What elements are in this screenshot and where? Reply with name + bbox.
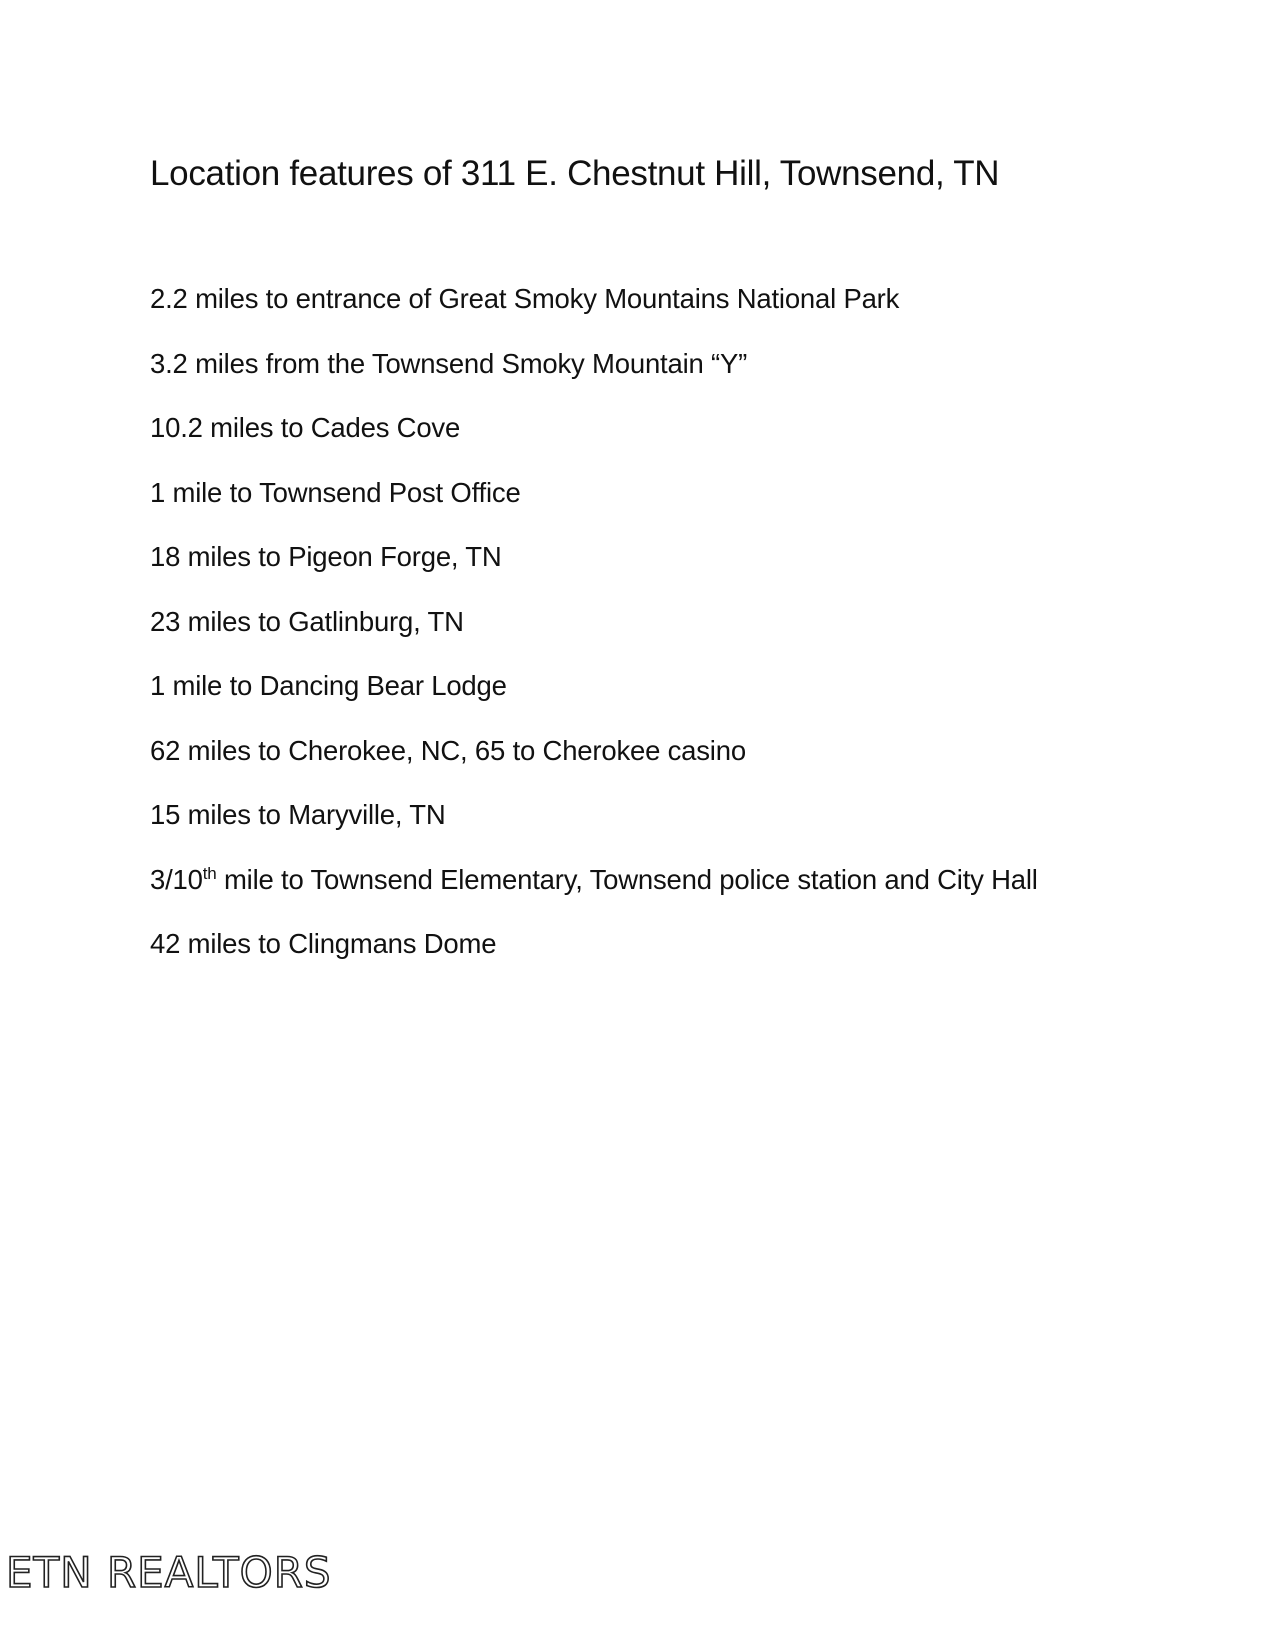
feature-fraction: 3/10: [150, 863, 203, 895]
feature-item: 62 miles to Cherokee, NC, 65 to Cherokee casino: [150, 734, 746, 766]
feature-item: 15 miles to Maryville, TN: [150, 799, 446, 830]
logo-wordmark: ETN REALTORS: [6, 1547, 332, 1597]
location-features-list: [150, 276, 1110, 986]
feature-item: 1 mile to Townsend Post Office: [150, 476, 521, 508]
feature-item: 10.2 miles to Cades Cove: [150, 412, 461, 443]
feature-item: 18 miles to Pigeon Forge, TN: [150, 541, 502, 572]
feature-ordinal-superscript: th: [202, 863, 217, 883]
etn-realtors-logo: [6, 1547, 332, 1597]
feature-item: 42 miles to Clingmans Dome: [150, 928, 497, 959]
feature-item: 1 mile to Dancing Bear Lodge: [150, 670, 507, 701]
feature-item-elementary: [150, 857, 1110, 903]
feature-item: 23 miles to Gatlinburg, TN: [150, 605, 464, 637]
feature-item: 2.2 miles to entrance of Great Smoky Mountains National Park: [150, 283, 900, 314]
feature-item: 3.2 miles from the Townsend Smoky Mountain “Y”: [150, 347, 748, 379]
document-title: Location features of 311 E. Chestnut Hill, Townsend, TN: [150, 154, 1000, 193]
feature-text: mile to Townsend Elementary, Townsend police station and City Hall: [216, 863, 1038, 895]
